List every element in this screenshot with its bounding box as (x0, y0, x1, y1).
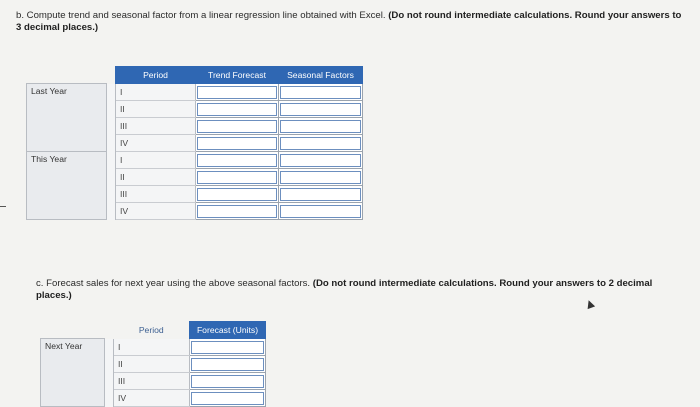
header-forecast-units: Forecast (Units) (190, 322, 266, 339)
page-edge-mark (0, 206, 6, 207)
trend-seasonal-table (26, 66, 363, 220)
period-label: II (114, 356, 190, 373)
period-label: IV (116, 203, 196, 220)
period-label: I (114, 339, 190, 356)
year-label-next: Next Year (41, 339, 105, 407)
trend-input-last-q4[interactable] (197, 137, 277, 150)
seasonal-input-this-q3[interactable] (280, 188, 361, 201)
seasonal-input-this-q1[interactable] (280, 154, 361, 167)
seasonal-input-last-q4[interactable] (280, 137, 361, 150)
trend-input-last-q3[interactable] (197, 120, 277, 133)
period-label: II (116, 101, 196, 118)
forecast-table (40, 321, 266, 407)
period-label: I (116, 84, 196, 101)
forecast-input-q4[interactable] (191, 392, 264, 405)
part-c-rounding-note: (Do not round intermediate calculations. Round your answers to 2 decimal places.) (36, 278, 653, 301)
part-c-text: c. Forecast sales for next year using the above seasonal factors. (36, 278, 313, 289)
trend-input-this-q3[interactable] (197, 188, 277, 201)
header-seasonal-factors: Seasonal Factors (279, 67, 363, 84)
period-label: IV (114, 390, 190, 407)
header-period-c: Period (138, 325, 164, 335)
period-label: IV (116, 135, 196, 152)
part-b-instructions (16, 10, 686, 34)
part-c-instructions (36, 278, 686, 302)
trend-input-this-q2[interactable] (197, 171, 277, 184)
year-label-this: This Year (27, 152, 107, 220)
seasonal-input-last-q3[interactable] (280, 120, 361, 133)
table-row (27, 84, 363, 101)
trend-input-last-q1[interactable] (197, 86, 277, 99)
seasonal-input-this-q2[interactable] (280, 171, 361, 184)
header-period: Period (116, 67, 196, 84)
part-b-text: b. Compute trend and seasonal factor from a linear regression line obtained with Excel. (16, 10, 389, 21)
period-label: III (116, 186, 196, 203)
header-trend-forecast: Trend Forecast (196, 67, 279, 84)
forecast-input-q1[interactable] (191, 341, 264, 354)
table-row (41, 339, 266, 356)
seasonal-input-last-q1[interactable] (280, 86, 361, 99)
trend-input-this-q4[interactable] (197, 205, 277, 218)
year-label-last: Last Year (27, 84, 107, 152)
period-label: I (116, 152, 196, 169)
trend-input-this-q1[interactable] (197, 154, 277, 167)
part-b-rounding-note: (Do not round intermediate calculations. Round your answers to 3 decimal places.) (16, 10, 682, 33)
trend-input-last-q2[interactable] (197, 103, 277, 116)
forecast-input-q3[interactable] (191, 375, 264, 388)
seasonal-input-last-q2[interactable] (280, 103, 361, 116)
table-row (27, 152, 363, 169)
forecast-input-q2[interactable] (191, 358, 264, 371)
period-label: II (116, 169, 196, 186)
seasonal-input-this-q4[interactable] (280, 205, 361, 218)
period-label: III (116, 118, 196, 135)
period-label: III (114, 373, 190, 390)
